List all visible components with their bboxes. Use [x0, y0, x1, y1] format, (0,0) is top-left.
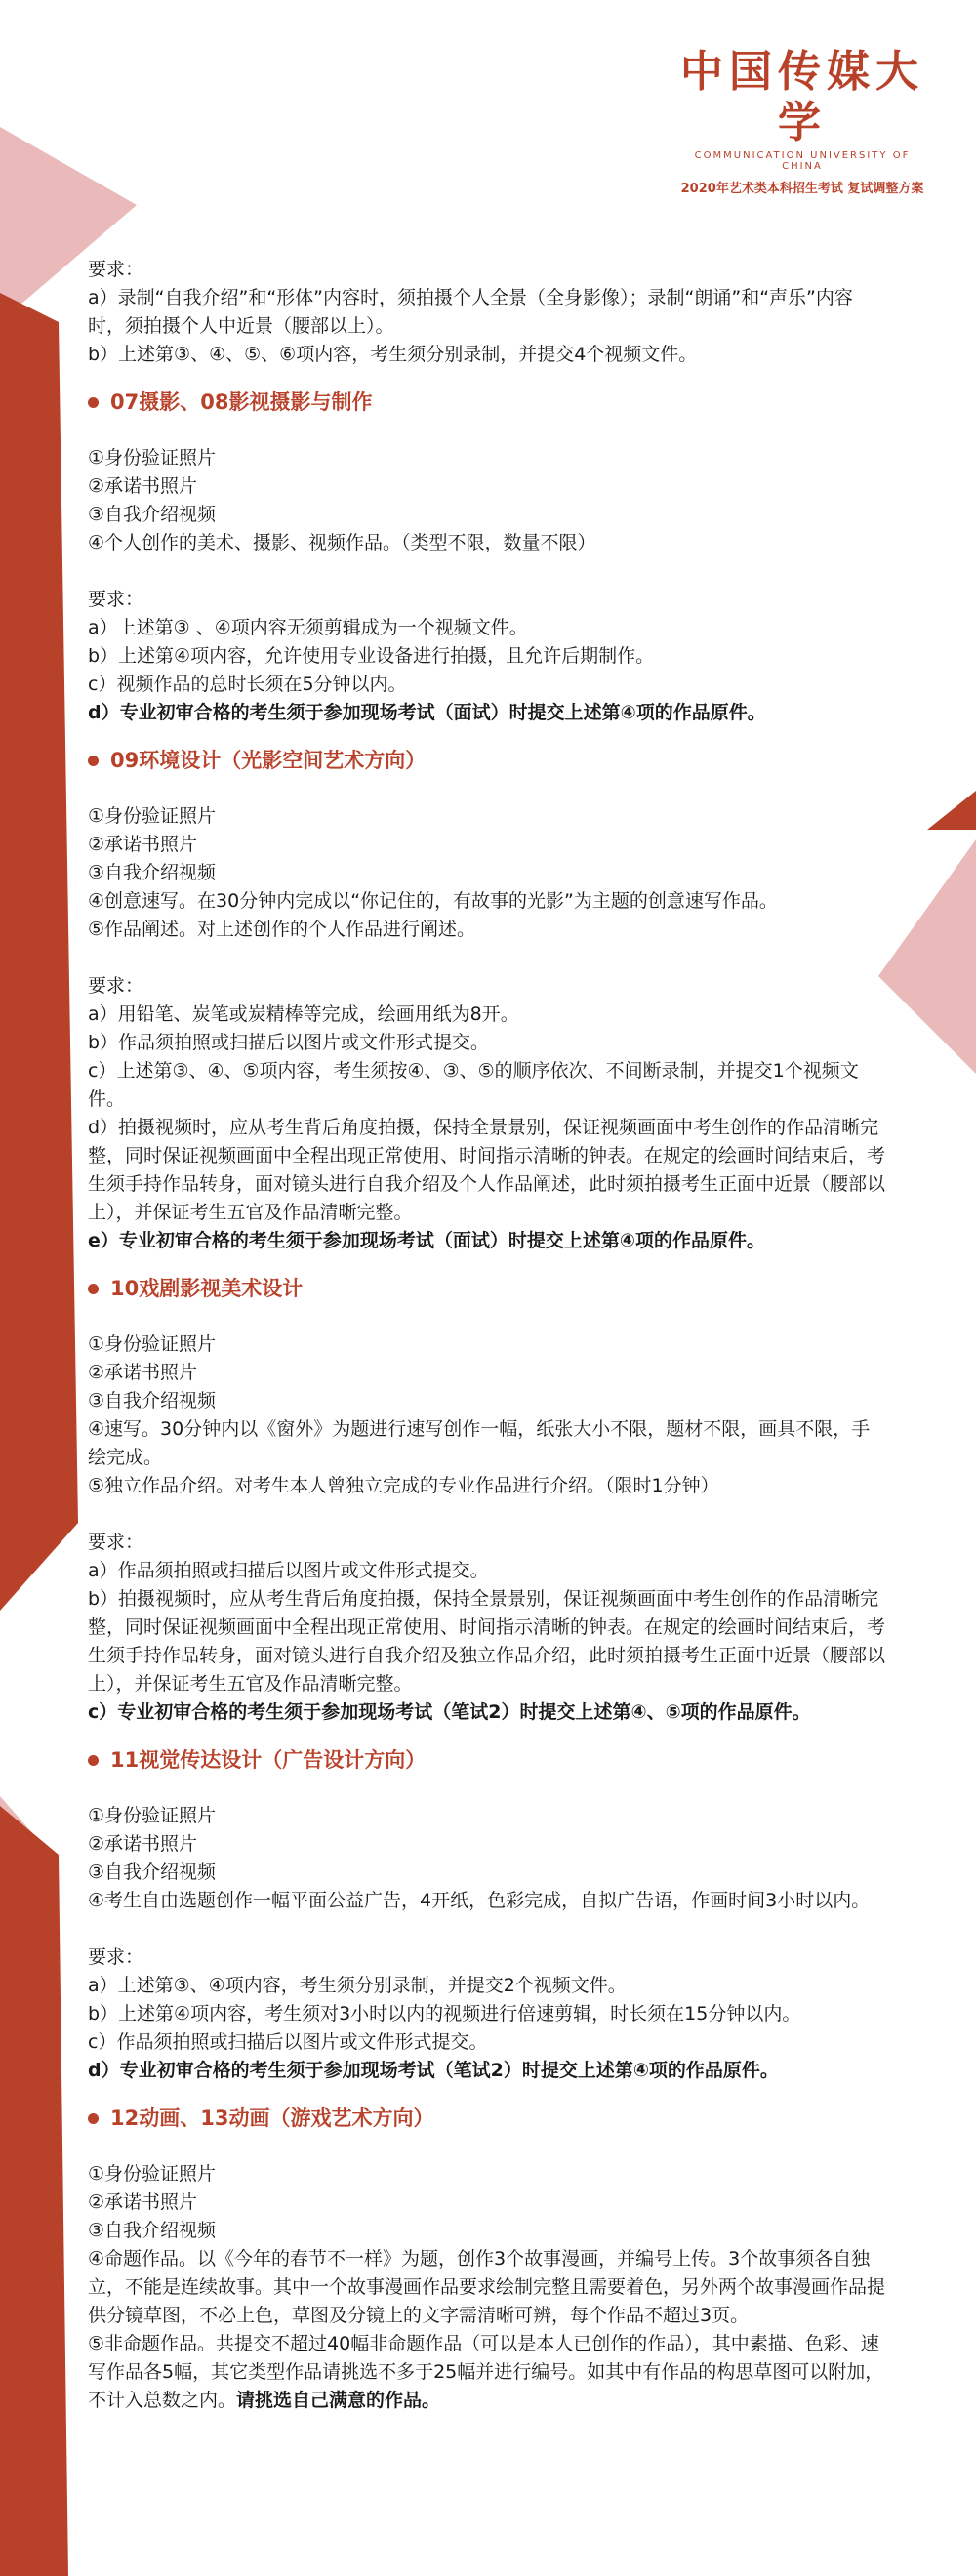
requirement-line: e）专业初审合格的考生须于参加现场考试（面试）时提交上述第④项的作品原件。: [88, 1230, 765, 1251]
bullet-icon: [88, 756, 99, 766]
section-title-text: 07摄影、08影视摄影与制作: [110, 390, 373, 414]
requirement-line: a）上述第③ 、④项内容无须剪辑成为一个视频文件。: [88, 617, 528, 638]
section-title-text: 09环境设计（光影空间艺术方向）: [110, 749, 427, 772]
document-body: [88, 256, 888, 2415]
university-name-en: COMMUNICATION UNIVERSITY OF CHINA: [694, 150, 911, 172]
list-item: ①身份验证照片: [88, 805, 217, 827]
requirement-line: 要求：: [88, 1946, 144, 1968]
requirement-line: b）拍摄视频时，应从考生背后角度拍摄，保持全景景别，保证视频画面中考生创作的作品清晰完整，同时保证视频画面中全程出现正常使用、时间指示清晰的钟表。在规定的绘画时间结束后，考生须手持作品转身，面对镜头进行自我介绍及独立作品介绍，此时须拍摄考生正面中近景（腰部以上），并保证考生五官及作品清晰完整。: [88, 1588, 886, 1695]
page-header: [675, 47, 929, 196]
intro-block: [88, 256, 888, 369]
list-item: ③自我介绍视频: [88, 2220, 217, 2241]
requirement-line: b）上述第④项内容，考生须对3小时以内的视频进行倍速剪辑，时长须在15分钟以内。: [88, 2003, 801, 2024]
list-item: ④速写。30分钟内以《窗外》为题进行速写创作一幅，纸张大小不限，题材不限，画具不限，手绘完成。: [88, 1418, 871, 1468]
requirement-line: c）上述第③、④、⑤项内容，考生须按④、③、⑤的顺序依次、不间断录制，并提交1个视频文件。: [88, 1060, 859, 1110]
document-subtitle: 2020年艺术类本科招生考试 复试调整方案: [680, 182, 924, 196]
list-item: ④考生自由选题创作一幅平面公益广告，4开纸，色彩完成，自拟广告语，作画时间3小时以内。: [88, 1890, 871, 1911]
list-item: ④创意速写。在30分钟内完成以“你记住的，有故事的光影”为主题的创意速写作品。: [88, 890, 778, 912]
requirement-line: c）视频作品的总时长须在5分钟以内。: [88, 674, 407, 695]
section-title: [88, 388, 888, 417]
section-environment-design: [88, 747, 888, 1255]
requirement-line: d）拍摄视频时，应从考生背后角度拍摄，保持全景景别，保证视频画面中考生创作的作品清晰完整，同时保证视频画面中全程出现正常使用、时间指示清晰的钟表。在规定的绘画时间结束后，考生须手持作品转身，面对镜头进行自我介绍及个人作品阐述，此时须拍摄考生正面中近景（腰部以上），并保证考生五官及作品清晰完整。: [88, 1117, 886, 1223]
list-item: ②承诺书照片: [88, 2191, 198, 2213]
list-item: ①身份验证照片: [88, 447, 217, 469]
list-item: ③自我介绍视频: [88, 862, 217, 883]
section-photography: [88, 388, 888, 727]
list-item: ①身份验证照片: [88, 1805, 217, 1826]
list-item: ②承诺书照片: [88, 1362, 198, 1383]
list-item: ①身份验证照片: [88, 1333, 217, 1355]
section-title-text: 11视觉传达设计（广告设计方向）: [110, 1748, 427, 1772]
list-item: ③自我介绍视频: [88, 504, 217, 525]
section-title: [88, 1275, 888, 1303]
requirement-line: d）专业初审合格的考生须于参加现场考试（笔试2）时提交上述第④项的作品原件。: [88, 2060, 779, 2081]
requirement-line: b）作品须拍照或扫描后以图片或文件形式提交。: [88, 1032, 490, 1053]
requirement-line: c）作品须拍照或扫描后以图片或文件形式提交。: [88, 2031, 488, 2053]
university-logo: 中国传媒大学: [680, 47, 924, 147]
list-item: ②承诺书照片: [88, 834, 198, 855]
intro-line: b）上述第③、④、⑤、⑥项内容，考生须分别录制，并提交4个视频文件。: [88, 344, 698, 365]
list-item: ④命题作品。以《今年的春节不一样》为题，创作3个故事漫画，并编号上传。3个故事须各自独立，不能是连续故事。其中一个故事漫画作品要求绘制完整且需要着色，另外两个故事漫画作品提供分镜草图，不必上色，草图及分镜上的文字需清晰可辨，每个作品不超过3页。: [88, 2248, 886, 2326]
requirement-line: c）专业初审合格的考生须于参加现场考试（笔试2）时提交上述第④、⑤项的作品原件。: [88, 1701, 811, 1723]
requirement-line: d）专业初审合格的考生须于参加现场考试（面试）时提交上述第④项的作品原件。: [88, 702, 766, 723]
left-red-shape: [0, 293, 78, 1611]
requirement-line: b）上述第④项内容，允许使用专业设备进行拍摄，且允许后期制作。: [88, 645, 655, 667]
list-item-text: ⑤非命题作品。共提交不超过40幅非命题作品（可以是本人已创作的作品），其中素描、色彩、速写作品各5幅，其它类型作品请挑选不多于25幅并进行编号。如其中有作品的构思草图可以附加，不计入总数之内。: [88, 2333, 884, 2411]
section-animation: [88, 2105, 888, 2415]
list-item: ②承诺书照片: [88, 1833, 198, 1855]
requirement-line: a）作品须拍照或扫描后以图片或文件形式提交。: [88, 1560, 489, 1581]
list-item: ③自我介绍视频: [88, 1390, 217, 1411]
section-visual-communication: [88, 1746, 888, 2085]
list-item-emphasis: 请挑选自己满意的作品。: [236, 2390, 441, 2411]
requirement-line: 要求：: [88, 1532, 144, 1553]
right-pink-shape: [878, 839, 976, 1074]
section-stage-design: [88, 1275, 888, 1727]
section-title-text: 10戏剧影视美术设计: [110, 1277, 304, 1300]
left-red-shape-bottom: [0, 1806, 68, 2576]
section-title: [88, 2105, 888, 2133]
list-item: ①身份验证照片: [88, 2163, 217, 2185]
list-item: [88, 2330, 888, 2415]
section-title: [88, 1746, 888, 1775]
intro-line: 要求：: [88, 259, 144, 280]
list-item: ②承诺书照片: [88, 475, 198, 497]
right-red-triangle: [927, 791, 976, 830]
section-title-text: 12动画、13动画（游戏艺术方向）: [110, 2106, 434, 2130]
bullet-icon: [88, 397, 99, 408]
list-item: ④个人创作的美术、摄影、视频作品。（类型不限，数量不限）: [88, 532, 596, 553]
intro-line: a）录制“自我介绍”和“形体”内容时，须拍摄个人全景（全身影像）；录制“朗诵”和“声乐”内容时，须拍摄个人中近景（腰部以上）。: [88, 287, 853, 337]
section-title: [88, 747, 888, 775]
bullet-icon: [88, 2113, 99, 2124]
bullet-icon: [88, 1755, 99, 1766]
list-item: ⑤独立作品介绍。对考生本人曾独立完成的专业作品进行介绍。（限时1分钟）: [88, 1475, 719, 1496]
requirement-line: a）用铅笔、炭笔或炭精棒等完成，绘画用纸为8开。: [88, 1003, 519, 1025]
list-item: ⑤作品阐述。对上述创作的个人作品进行阐述。: [88, 919, 476, 940]
list-item: ③自我介绍视频: [88, 1861, 217, 1883]
requirement-line: 要求：: [88, 975, 144, 997]
requirement-line: 要求：: [88, 589, 144, 610]
bullet-icon: [88, 1284, 99, 1294]
requirement-line: a）上述第③、④项内容，考生须分别录制，并提交2个视频文件。: [88, 1975, 627, 1996]
